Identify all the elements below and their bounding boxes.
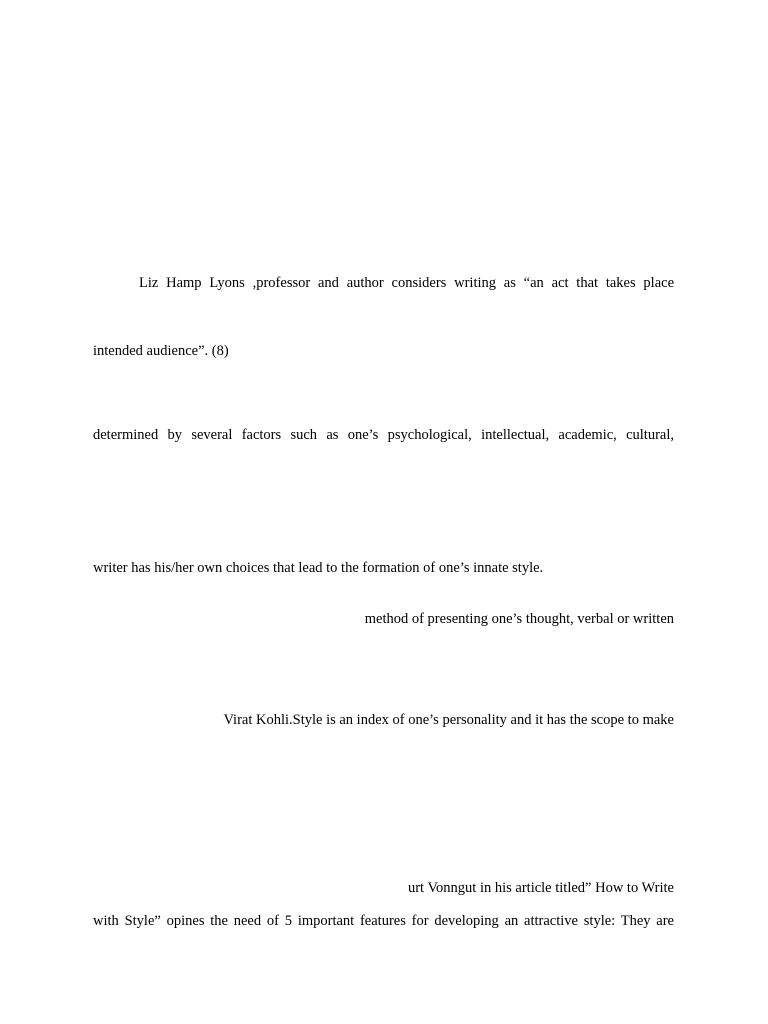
text-line-6: Virat Kohli.Style is an index of one’s personality and it has the scope to make (223, 712, 674, 728)
text-line-8: with Style” opines the need of 5 important features for developing an attractive style: They are (93, 913, 674, 929)
text-line-3: determined by several factors such as one’s psychological, intellectual, academic, cultural, (93, 427, 674, 443)
text-line-4: writer has his/her own choices that lead to the formation of one’s innate style. (93, 560, 544, 576)
text-line-7: urt Vonngut in his article titled” How to Write (407, 880, 674, 896)
text-line-5: method of presenting one’s thought, verbal or written (364, 611, 674, 627)
text-line-1: Liz Hamp Lyons ,professor and author considers writing as “an act that takes place (139, 275, 674, 291)
text-line-2: intended audience”. (8) (93, 343, 229, 359)
